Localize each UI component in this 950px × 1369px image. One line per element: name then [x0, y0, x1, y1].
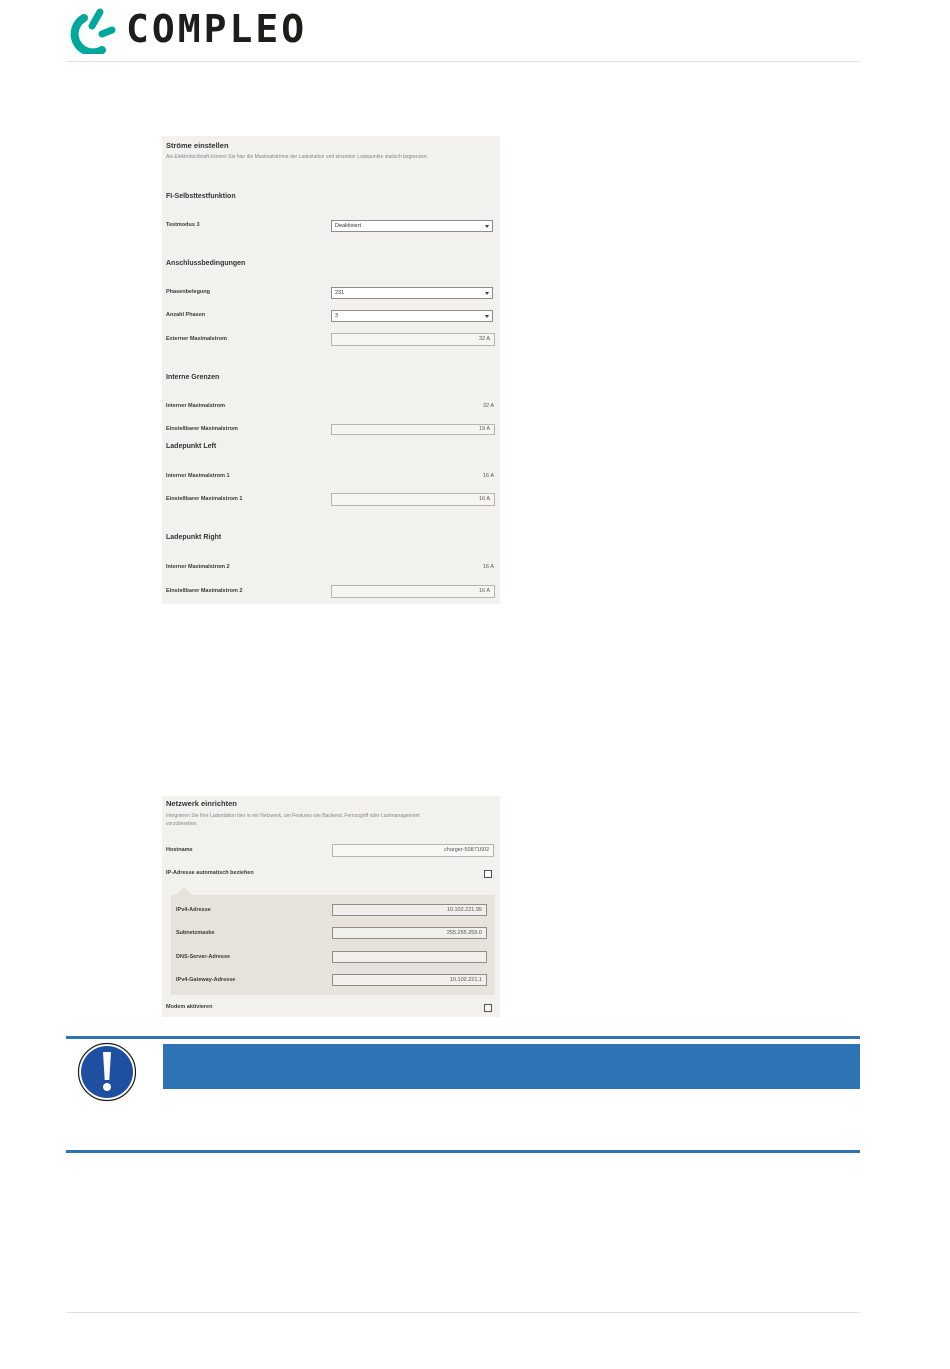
phase-assignment-select[interactable]	[331, 287, 493, 299]
external-max-current-input[interactable]: 32 A	[331, 333, 495, 346]
adjustable-max-current-1-label: Einstellbarer Maximalstrom 1	[166, 496, 243, 502]
modem-checkbox[interactable]	[484, 1004, 492, 1012]
external-max-current-label: Externer Maximalstrom	[166, 336, 227, 342]
adjustable-max-current-label: Einstellbarer Maximalstrom	[166, 426, 238, 432]
panel-description-line-1: Integrieren Sie Ihre Ladestation hier in ein Netzwerk, um Features wie Backend, Fernzugriff oder Lastmanagement	[166, 813, 420, 819]
phase-count-label: Anzahl Phasen	[166, 312, 206, 318]
internal-max-current-2-label: Interner Maximalstrom 2	[166, 564, 230, 570]
notice-top-rule	[66, 1036, 860, 1039]
auto-ip-label: IP-Adresse automatisch beziehen	[166, 870, 254, 876]
dns-server-label: DNS-Server-Adresse	[176, 954, 231, 960]
notice-heading-bar	[163, 1044, 860, 1089]
phase-assignment-value: 231	[335, 290, 345, 296]
internal-max-current-2-value: 16 A	[482, 564, 494, 570]
panel-title: Ströme einstellen	[166, 141, 229, 150]
panel-description-line-2: vorzubereiten.	[166, 821, 198, 827]
gateway-address-input[interactable]: 10.102.221.1	[332, 974, 487, 986]
chargepoint-left-heading: Ladepunkt Left	[166, 443, 217, 450]
chargepoint-right-heading: Ladepunkt Right	[166, 534, 222, 541]
adjustable-max-current-input[interactable]: 19 A	[331, 424, 495, 435]
internal-max-current-value: 32 A	[482, 403, 494, 409]
test-mode-value: Deaktiviert	[335, 223, 361, 229]
test-mode-select[interactable]	[331, 220, 493, 232]
ip-settings-pointer	[176, 887, 192, 895]
notice-bottom-rule	[66, 1150, 860, 1153]
network-settings-screenshot	[162, 796, 500, 1017]
compleo-logo	[66, 4, 306, 54]
adjustable-max-current-1-input[interactable]: 16 A	[331, 493, 495, 506]
connection-section-heading: Anschlussbedingungen	[166, 260, 246, 267]
gateway-address-label: IPv4-Gateway-Adresse	[176, 977, 236, 983]
subnet-mask-input[interactable]: 255.255.255.0	[332, 927, 487, 939]
panel-description: Als Elektrofachkraft können Sie hier die Maximalströme der Ladestation und einzelner Ladepunkte statisch begrenzen.	[166, 154, 429, 160]
internal-max-current-1-value: 16 A	[482, 473, 494, 479]
auto-ip-checkbox[interactable]	[484, 870, 492, 878]
chevron-down-icon	[485, 292, 489, 295]
chevron-down-icon	[485, 225, 489, 228]
footer-divider	[66, 1312, 860, 1313]
ipv4-address-input[interactable]: 10.102.221.95	[332, 904, 487, 916]
internal-max-current-label: Interner Maximalstrom	[166, 403, 225, 409]
phase-count-value: 3	[335, 313, 339, 319]
phase-assignment-label: Phasenbelegung	[166, 289, 211, 295]
hostname-input[interactable]: charger-50871602	[332, 844, 494, 857]
chevron-down-icon	[485, 315, 489, 318]
test-mode-label: Testmodus 3	[166, 222, 200, 228]
internal-max-current-1-label: Interner Maximalstrom 1	[166, 473, 230, 479]
phase-count-select[interactable]	[331, 310, 493, 322]
panel-title: Netzwerk einrichten	[166, 799, 237, 808]
adjustable-max-current-2-input[interactable]: 16 A	[331, 585, 495, 598]
fi-section-heading: FI-Selbsttestfunktion	[166, 193, 236, 200]
mandatory-exclamation-icon	[77, 1042, 137, 1102]
adjustable-max-current-2-label: Einstellbarer Maximalstrom 2	[166, 588, 243, 594]
modem-label: Modem aktivieren	[166, 1004, 213, 1010]
internal-limits-heading: Interne Grenzen	[166, 374, 220, 381]
subnet-mask-label: Subnetzmaske	[176, 930, 215, 936]
hostname-label: Hostname	[166, 847, 193, 853]
compleo-logo-mark-icon	[66, 4, 124, 54]
currents-settings-screenshot	[162, 136, 500, 604]
dns-server-input[interactable]	[332, 951, 487, 963]
brand-name: COMPLEO	[126, 7, 308, 51]
header-divider	[66, 61, 860, 62]
ipv4-address-label: IPv4-Adresse	[176, 907, 211, 913]
